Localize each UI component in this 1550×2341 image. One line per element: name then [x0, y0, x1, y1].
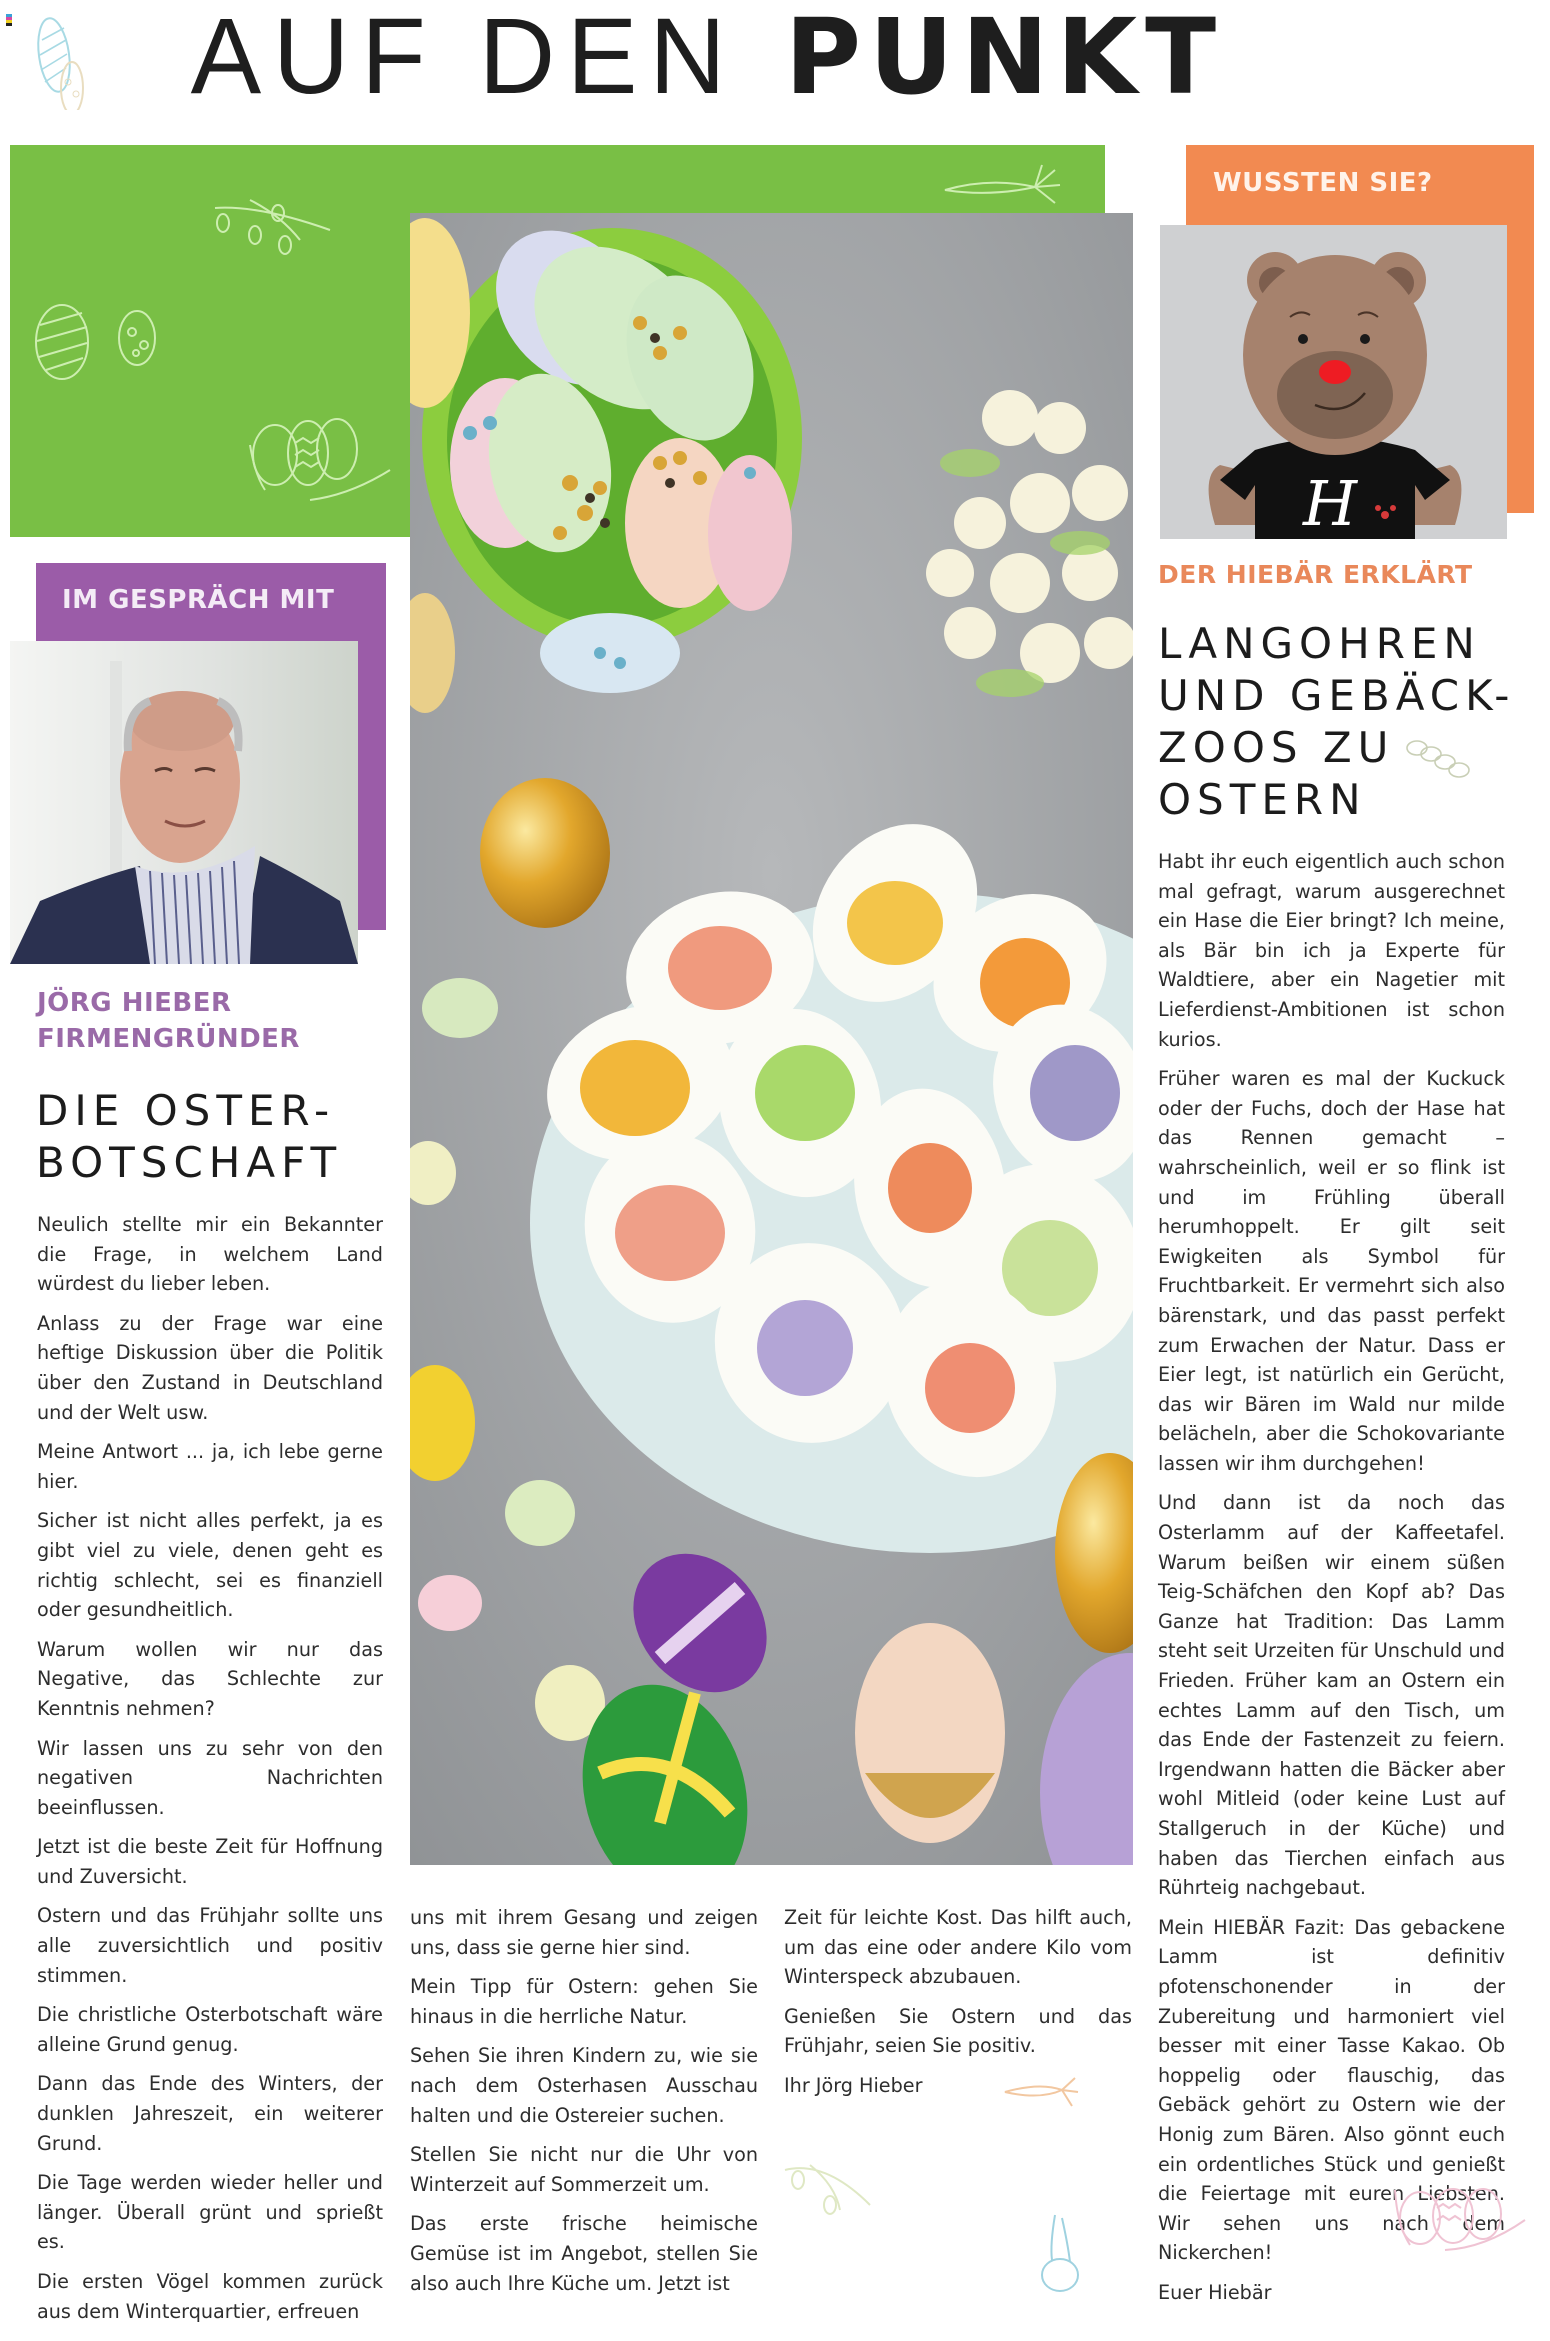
easter-table-photo — [410, 213, 1133, 1865]
author-name: JÖRG HIEBER — [37, 988, 232, 1018]
bear-mascot-image — [1160, 225, 1507, 539]
carrot-icon — [945, 165, 1060, 203]
braided-bread-doodle-icon — [1405, 738, 1475, 788]
masthead-light: AUF DEN — [190, 0, 738, 116]
interview-text-column-2: uns mit ihrem Gesang und zeigen uns, dass sie gerne hier sind. Mein Tipp für Ostern: gehen Sie hinaus in die herrliche Natur. Sehen Sie ihren Kindern zu, wie sie nach dem Osterhasen Ausschau halten und die Ostereier suchen. Stellen Sie nicht nur die Uhr von Winterzeit auf Sommerzeit um. Das erste frische heimische Gemüse ist im Angebot, stellen Sie also auch Ihre Küche um. Jetzt ist — [410, 1906, 758, 2295]
easter-eggs-illustration — [410, 213, 1133, 1865]
article-title-easter-message: DIE OSTER- BOTSCHAFT — [36, 1086, 343, 1187]
carrot-doodle-icon — [1000, 2070, 1080, 2115]
pink-egg-doodle-icon — [1385, 2180, 1535, 2255]
bear-signature: Euer Hiebär — [1158, 2280, 1272, 2304]
bear-byline: DER HIEBÄR ERKLÄRT — [1158, 560, 1473, 589]
portrait-illustration — [10, 641, 358, 964]
flower-egg-icon — [119, 311, 155, 365]
bear-text-column: Habt ihr euch eigentlich auch schon mal gefragt, warum ausgerechnet ein Hase die Eier bringt? Ich meine, als Bär bin ich ja Experte für Waldtiere, aber ein Nagetier mit Lieferdienst-Ambitionen ist schon kurios. Früher waren es mal der Kuckuck oder der Fuchs, doch der Hase hat das Rennen gemacht – wahrscheinlich, weil er so flink ist und im Frühling überall herumhoppelt. Er gilt seit Ewigkeiten als Symbol für Fruchtbarkeit. Er vermehrt sich also bärenstark, und das passt perfekt zum Erwachen der Natur. Dass er Eier legt, ist natürlich ein Gerücht, das wir Bären im Wald nur milde belächeln, aber die Schokovariante lassen wir ihm durchgehen! Und dann ist da noch das Osterlamm auf der Kaffeetafel. Warum beißen wir einem süßen Teig-Schäfchen den Kopf ab? Das Ganze hat Tradition: Das Lamm steht seit Urzeiten für Unschuld und Frieden. Früher kam an Ostern ein echtes Lamm auf den Tisch, um das Ende der Fastenzeit zu feiern. Irgendwann hatten die Bäcker aber wohl Mitleid (oder keine Lust auf Stallgeruch in der Küche) und haben das Tierchen einfach aus Rührteig nachgebaut. Mein HIEBÄR Fazit: Das gebackene Lamm ist definitiv pfotenschonender in der Zubereitung und harmoniert viel besser mit einer Tasse Kakao. Ob hoppelig oder flauschig, das Gebäck gehört zu Ostern wie der Honig zum Bären. Also gönnt euch ein ordentliches Stück und genießt die Feiertage mit euren Liebsten. Wir sehen uns nach dem Nickerchen! Euer Hiebär — [1158, 847, 1505, 2318]
willow-branch-icon — [215, 200, 330, 254]
interview-text-column-3: Zeit für leichte Kost. Das hilft auch, um das eine oder andere Kilo vom Winterspeck abzubauen. Genießen Sie Ostern und das Frühjahr, seien Sie positiv. Ihr Jörg Hieber — [784, 1903, 1132, 2111]
bunny-doodle-icon — [1030, 2210, 1090, 2300]
color-registration-mark — [6, 14, 12, 26]
easter-egg-doodle-icon — [30, 10, 110, 110]
masthead-bold: PUNKT — [784, 0, 1225, 118]
did-you-know-label: WUSSTEN SIE? — [1213, 168, 1433, 198]
interview-label: IM GESPRÄCH MIT — [62, 585, 335, 615]
author-role: FIRMENGRÜNDER — [37, 1024, 300, 1054]
willow-doodle-icon — [780, 2150, 880, 2220]
egg-group-doodle-icon — [250, 419, 390, 500]
author-byline — [37, 985, 300, 1057]
masthead — [185, 0, 1225, 118]
portrait-photo — [10, 641, 358, 964]
striped-egg-icon — [36, 305, 88, 379]
interview-signature: Ihr Jörg Hieber — [784, 2073, 923, 2097]
article-title-long-ears: LANGOHREN UND GEBÄCK- ZOOS ZU OSTERN — [1158, 619, 1516, 824]
svg-text:H: H — [1302, 467, 1358, 539]
interview-text-column-1: Neulich stellte mir ein Bekannter die Frage, in welchem Land würdest du lieber leben. Anlass zu der Frage war eine heftige Diskussion über die Politik über den Zustand in Deutschland und der Welt usw. Meine Antwort ... ja, ich lebe gerne hier. Sicher ist nicht alles perfekt, ja es gibt viel zu viele, denen geht es richtig schlecht, sei es finanziell oder gesundheitlich. Warum wollen wir nur das Negative, das Schlechte zur Kenntnis nehmen? Wir lassen uns zu sehr von den negativen Nachrichten beeinflussen. Jetzt ist die beste Zeit für Hoffnung und Zuversicht. Ostern und das Frühjahr sollte uns alle zuversichtlich und positiv stimmen. Die christliche Osterbotschaft wäre alleine Grund genug. Dann das Ende des Winters, der dunklen Jahreszeit, ein weiterer Grund. Die Tage werden wieder heller und länger. Überall grünt und sprießt es. Die ersten Vögel kommen zurück aus dem Winterquartier, erfreuen — [37, 1213, 383, 2323]
bear-mascot-icon — [1160, 225, 1507, 539]
